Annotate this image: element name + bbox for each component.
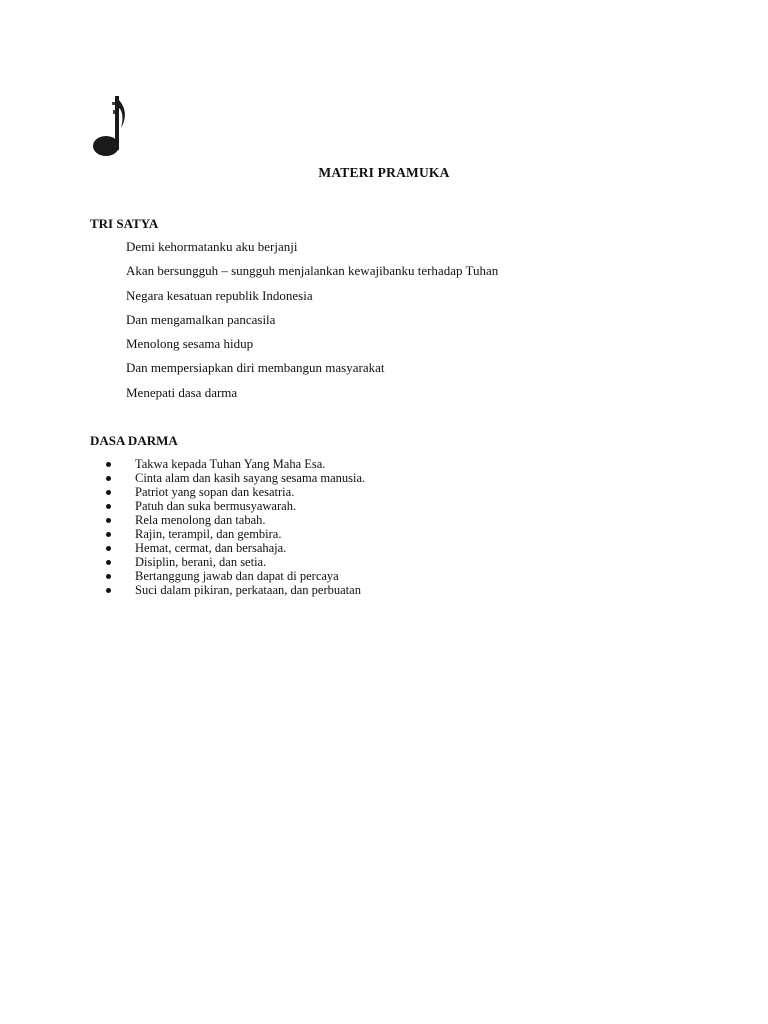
bullet-icon (106, 490, 111, 495)
tri-satya-line: Akan bersungguh – sungguh menjalankan kewajibanku terhadap Tuhan (126, 263, 499, 279)
tri-satya-line: Dan mengamalkan pancasila (126, 311, 276, 327)
list-item-text: Cinta alam dan kasih sayang sesama manusia. (135, 471, 366, 485)
list-item (106, 541, 365, 555)
list-item (106, 555, 365, 569)
bullet-icon (106, 504, 111, 509)
tri-satya-line: Negara kesatuan republik Indonesia (126, 287, 313, 303)
list-item (106, 583, 365, 597)
tri-satya-list (126, 239, 498, 409)
list-item-text: Rajin, terampil, dan gembira. (135, 527, 282, 541)
list-item (106, 499, 365, 513)
bullet-icon (106, 546, 111, 551)
list-item (106, 527, 365, 541)
tri-satya-line: Dan mempersiapkan diri membangun masyarakat (126, 360, 385, 376)
list-item-text: Patuh dan suka bermusyawarah. (135, 499, 297, 513)
list-item (106, 513, 365, 527)
list-item-text: Rela menolong dan tabah. (135, 513, 266, 527)
bullet-icon (106, 532, 111, 537)
bullet-icon (106, 462, 111, 467)
dasa-darma-list (106, 457, 365, 597)
bullet-icon (106, 574, 111, 579)
bullet-icon (106, 560, 111, 565)
bullet-icon (106, 588, 111, 593)
tri-satya-line: Demi kehormatanku aku berjanji (126, 239, 298, 254)
list-item (106, 485, 365, 499)
tri-satya-line: Menepati dasa darma (126, 384, 238, 400)
tri-satya-heading: TRI SATYA (90, 216, 159, 231)
bullet-icon (106, 476, 111, 481)
list-item-text: Bertanggung jawab dan dapat di percaya (135, 569, 339, 583)
list-item (106, 569, 365, 583)
bullet-icon (106, 518, 111, 523)
list-item-text: Takwa kepada Tuhan Yang Maha Esa. (135, 457, 326, 471)
list-item-text: Patriot yang sopan dan kesatria. (135, 485, 295, 499)
list-item (106, 457, 365, 471)
list-item (106, 471, 365, 485)
list-item-text: Hemat, cermat, dan bersahaja. (135, 541, 287, 555)
list-item-text: Disiplin, berani, dan setia. (135, 555, 267, 569)
page-title: MATERI PRAMUKA (318, 165, 450, 180)
musical-note-icon (88, 94, 128, 158)
dasa-darma-heading: DASA DARMA (90, 433, 178, 448)
tri-satya-line: Menolong sesama hidup (126, 336, 254, 352)
list-item-text: Suci dalam pikiran, perkataan, dan perbuatan (135, 583, 361, 597)
